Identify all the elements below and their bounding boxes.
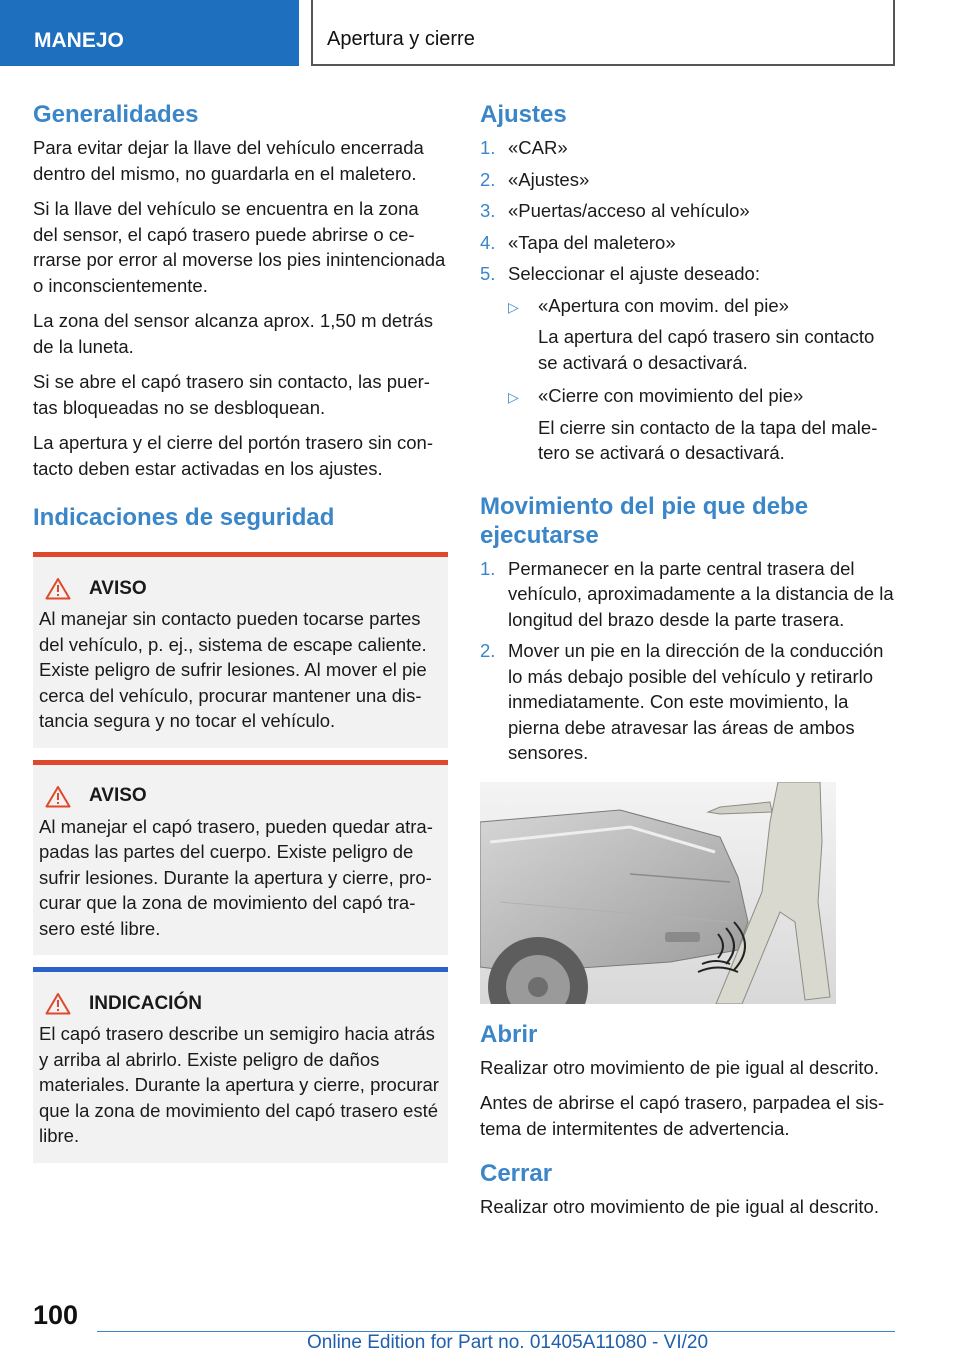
- abrir-paragraph: Antes de abrirse el capó trasero, parpadea el sistema de intermitentes de advertencia.: [480, 1092, 885, 1139]
- movement-steps: [480, 556, 895, 766]
- step-text: «Tapa del maletero»: [508, 231, 676, 253]
- general-heading: Generalidades: [33, 101, 199, 128]
- abrir-heading: Abrir: [480, 1020, 538, 1048]
- step-text: Mover un pie en la dirección de la conducción lo más debajo posible del vehículo y retirarlo inmediatamente. Con este movimiento, la pierna debe atravesar las áreas de ambos sensores.: [508, 640, 884, 763]
- step-number: 3.: [480, 200, 496, 221]
- section-header: MANEJO: [0, 0, 299, 66]
- left-column: [33, 100, 448, 1175]
- step-number: 5.: [480, 263, 496, 284]
- warning-title: [39, 785, 442, 808]
- notice-text: El capó trasero describe un semigiro hacia atrás y arriba al abrirlo. Existe peligro de daños materiales. Durante la apertura y cierre, procurar que la zona de movimiento del capó trasero esté libre.: [39, 1023, 439, 1146]
- warning-title-label: AVISO: [89, 785, 147, 806]
- warning-box: [33, 760, 448, 956]
- list-item: [480, 198, 895, 224]
- footer-edition: Online Edition for Part no. 01405A11080 - VI/20: [307, 1332, 709, 1353]
- step-text: Permanecer en la parte central trasera del vehículo, aproximadamente a la distancia de la longitud del brazo desde la parte trasera.: [508, 557, 894, 630]
- option-label: «Apertura con movim. del pie»: [538, 294, 789, 316]
- movement-heading: Movimiento del pie que debe ejecutarse: [480, 492, 809, 549]
- safety-heading: Indicaciones de seguridad: [33, 504, 335, 531]
- warning-title: [39, 577, 442, 600]
- general-paragraph: Si se abre el capó trasero sin contacto, las puertas bloqueadas no se desbloquean.: [33, 371, 430, 418]
- list-item: [480, 167, 895, 193]
- triangle-bullet-icon: ▷: [508, 298, 519, 315]
- chapter-header: Apertura y cierre: [311, 0, 895, 66]
- option-item: [508, 383, 895, 466]
- list-item: [480, 135, 895, 161]
- step-text: «Ajustes»: [508, 168, 590, 190]
- option-label: «Cierre con movimiento del pie»: [538, 385, 804, 406]
- option-item: [508, 293, 895, 376]
- cerrar-paragraph: Realizar otro movimiento de pie igual al descrito.: [480, 1196, 879, 1217]
- notice-box: [33, 967, 448, 1163]
- step-number: 2.: [480, 640, 496, 661]
- step-number: 1.: [480, 557, 496, 579]
- list-item: [480, 230, 895, 256]
- step-number: 1.: [480, 137, 496, 158]
- list-item: [480, 261, 895, 474]
- option-desc: La apertura del capó trasero sin contacto se activará o desactivará.: [538, 326, 875, 373]
- step-text: «Puertas/acceso al vehículo»: [508, 200, 750, 221]
- list-item: [480, 556, 895, 633]
- warning-triangle-icon: [45, 577, 71, 600]
- warning-triangle-icon: [45, 785, 71, 808]
- warning-box: [33, 552, 448, 748]
- foot-movement-illustration: [480, 782, 836, 1004]
- list-item: [480, 638, 895, 766]
- right-column: [480, 100, 895, 1230]
- warning-text: Al manejar sin contacto pueden tocarse partes del vehículo, p. ej., sistema de escape caliente. Existe peligro de sufrir lesiones. Al mover el pie cerca del vehículo, procurar mantener una distancia segura y no tocar el vehículo.: [39, 608, 427, 731]
- step-number: 4.: [480, 231, 496, 253]
- ajustes-steps: [480, 135, 895, 474]
- abrir-paragraph: Realizar otro movimiento de pie igual al descrito.: [480, 1056, 879, 1078]
- step-text: «CAR»: [508, 137, 568, 158]
- general-paragraph: La zona del sensor alcanza aprox. 1,50 m detrás de la luneta.: [33, 310, 434, 357]
- general-paragraph: La apertura y el cierre del portón trasero sin contacto deben estar activadas en los ajustes.: [33, 432, 434, 479]
- options-list: [508, 293, 895, 466]
- step-number: 2.: [480, 168, 496, 190]
- option-desc: El cierre sin contacto de la tapa del maletero se activará o desactivará.: [538, 416, 878, 463]
- triangle-bullet-icon: ▷: [508, 389, 519, 405]
- ajustes-heading: Ajustes: [480, 101, 567, 128]
- cerrar-heading: Cerrar: [480, 1160, 553, 1187]
- page-number: 100: [33, 1300, 79, 1330]
- general-paragraph: Si la llave del vehículo se encuentra en la zona del sensor, el capó trasero puede abrirse o cerrarse por error al moverse los pies inintencionada o inconscientemente.: [33, 198, 446, 296]
- warning-triangle-icon: [45, 992, 71, 1015]
- step-body: [508, 261, 895, 474]
- notice-title-label: INDICACIÓN: [89, 992, 202, 1014]
- general-paragraph: Para evitar dejar la llave del vehículo encerrada dentro del mismo, no guardarla en el maletero.: [33, 137, 424, 184]
- warning-title-label: AVISO: [89, 577, 147, 599]
- step-text: Seleccionar el ajuste deseado:: [508, 263, 760, 284]
- warning-text: Al manejar el capó trasero, pueden quedar atrapadas las partes del cuerpo. Existe peligro de sufrir lesiones. Durante la apertura y cierre, procurar que la zona de movimiento del capó trasero esté libre.: [39, 815, 433, 939]
- notice-title: [39, 992, 442, 1015]
